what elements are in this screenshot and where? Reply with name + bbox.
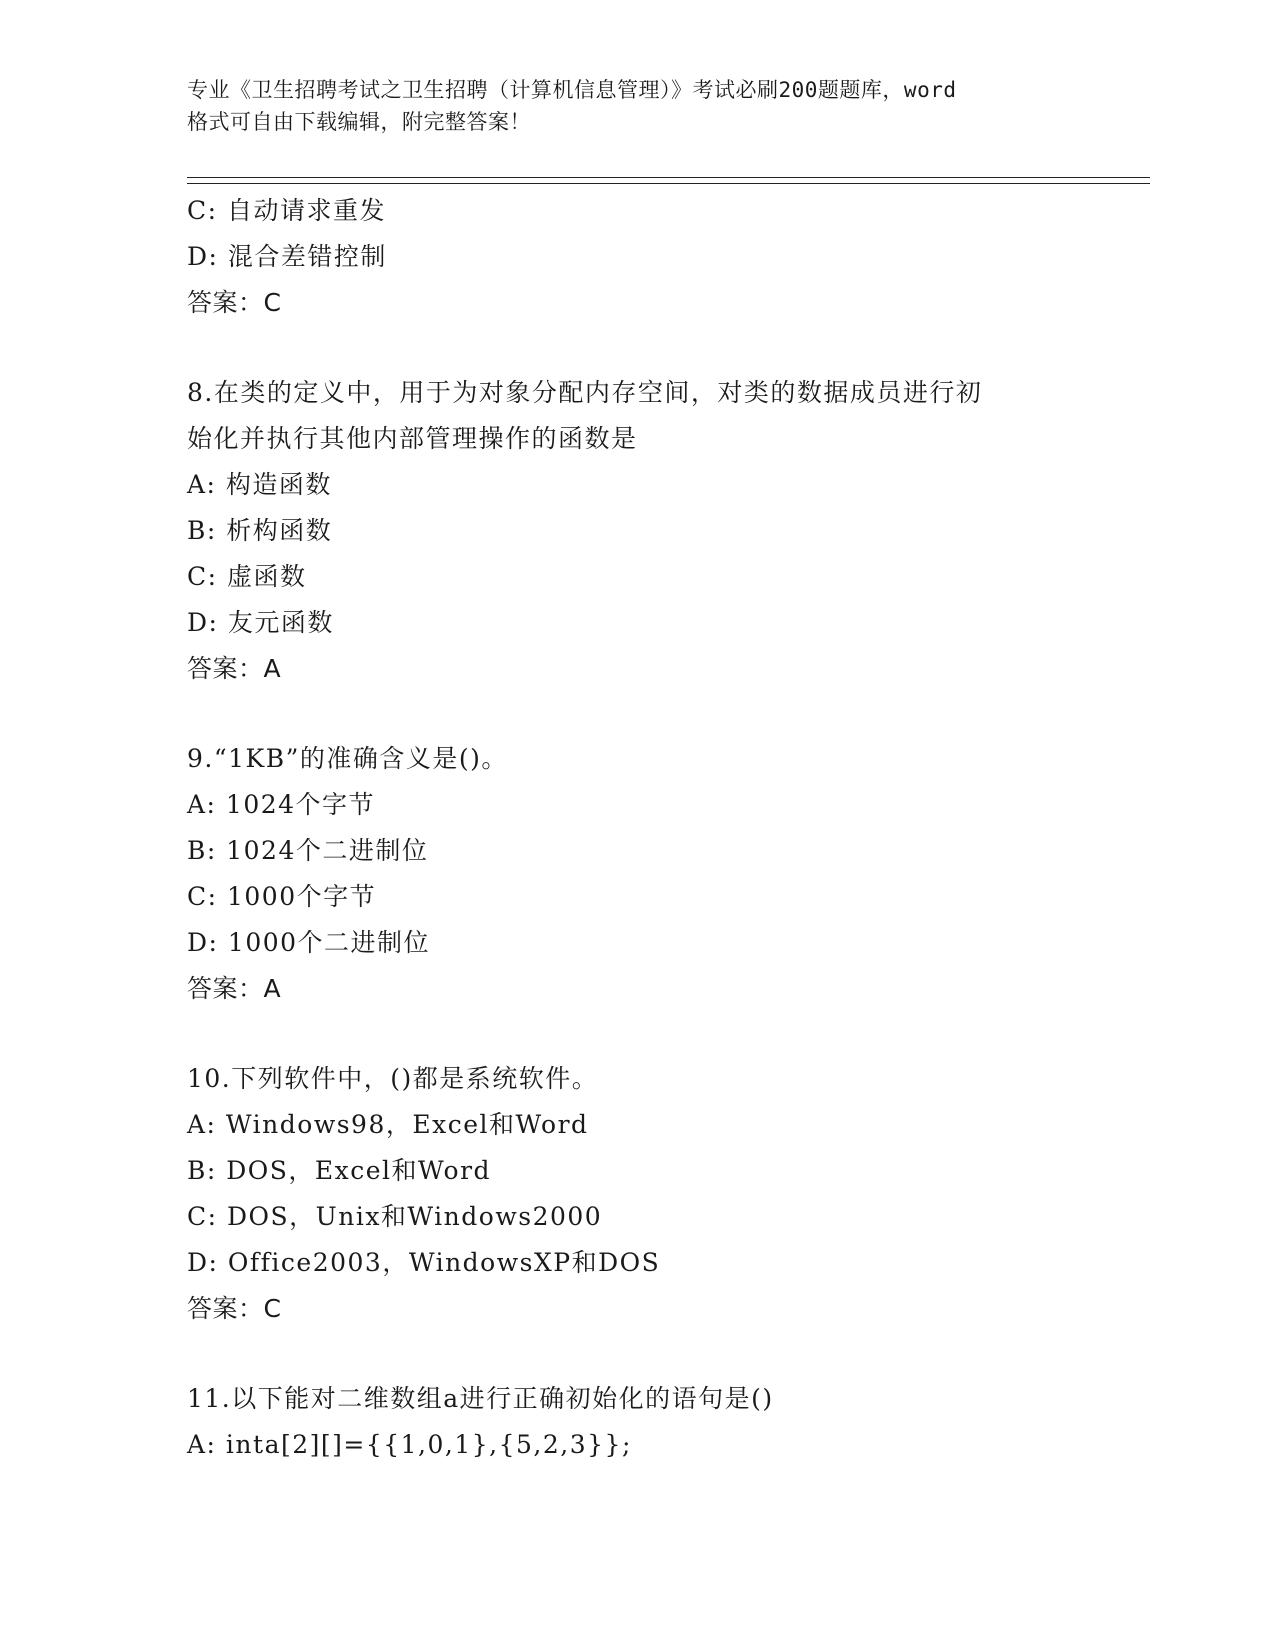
question-8 xyxy=(187,370,1087,692)
header-rule-bottom xyxy=(187,183,1150,184)
option-b: B: 析构函数 xyxy=(187,516,333,545)
option-a: A: Windows98，Excel和Word xyxy=(187,1110,589,1139)
option-c: C: 1000个字节 xyxy=(187,882,377,911)
option-d: D: 1000个二进制位 xyxy=(187,928,431,957)
document-header xyxy=(187,74,1087,138)
answer: 答案：C xyxy=(187,288,282,317)
question-stem: 10.下列软件中，()都是系统软件。 xyxy=(187,1064,599,1093)
spacer xyxy=(187,1332,1087,1376)
answer: 答案：C xyxy=(187,1294,282,1323)
option-a: A: inta[2][]={{1,0,1},{5,2,3}}; xyxy=(187,1430,632,1459)
header-rule-top xyxy=(187,177,1150,178)
question-7 xyxy=(187,188,1087,326)
question-11 xyxy=(187,1376,1087,1468)
option-b: B: DOS，Excel和Word xyxy=(187,1156,492,1185)
option-c: C: 自动请求重发 xyxy=(187,196,386,225)
option-a: A: 构造函数 xyxy=(187,470,332,499)
question-stem: 9.“1KB”的准确含义是()。 xyxy=(187,744,508,773)
option-d: D: 友元函数 xyxy=(187,608,334,637)
question-stem: 11.以下能对二维数组a进行正确初始化的语句是() xyxy=(187,1384,774,1413)
question-stem-line-1: 8.在类的定义中，用于为对象分配内存空间，对类的数据成员进行初 xyxy=(187,378,983,407)
option-d: D: Office2003，WindowsXP和DOS xyxy=(187,1248,661,1277)
question-10 xyxy=(187,1056,1087,1332)
option-c: C: DOS，Unix和Windows2000 xyxy=(187,1202,603,1231)
spacer xyxy=(187,692,1087,736)
question-content xyxy=(187,188,1087,1468)
header-line-2: 格式可自由下载编辑，附完整答案！ xyxy=(187,110,531,134)
option-c: C: 虚函数 xyxy=(187,562,307,591)
answer: 答案：A xyxy=(187,974,282,1003)
spacer xyxy=(187,1012,1087,1056)
answer: 答案：A xyxy=(187,654,282,683)
option-d: D: 混合差错控制 xyxy=(187,242,387,271)
option-b: B: 1024个二进制位 xyxy=(187,836,429,865)
question-9 xyxy=(187,736,1087,1012)
option-a: A: 1024个字节 xyxy=(187,790,376,819)
spacer xyxy=(187,326,1087,370)
header-line-1: 专业《卫生招聘考试之卫生招聘（计算机信息管理）》考试必刷200题题库，word xyxy=(187,78,957,102)
question-stem-line-2: 始化并执行其他内部管理操作的函数是 xyxy=(187,424,638,453)
